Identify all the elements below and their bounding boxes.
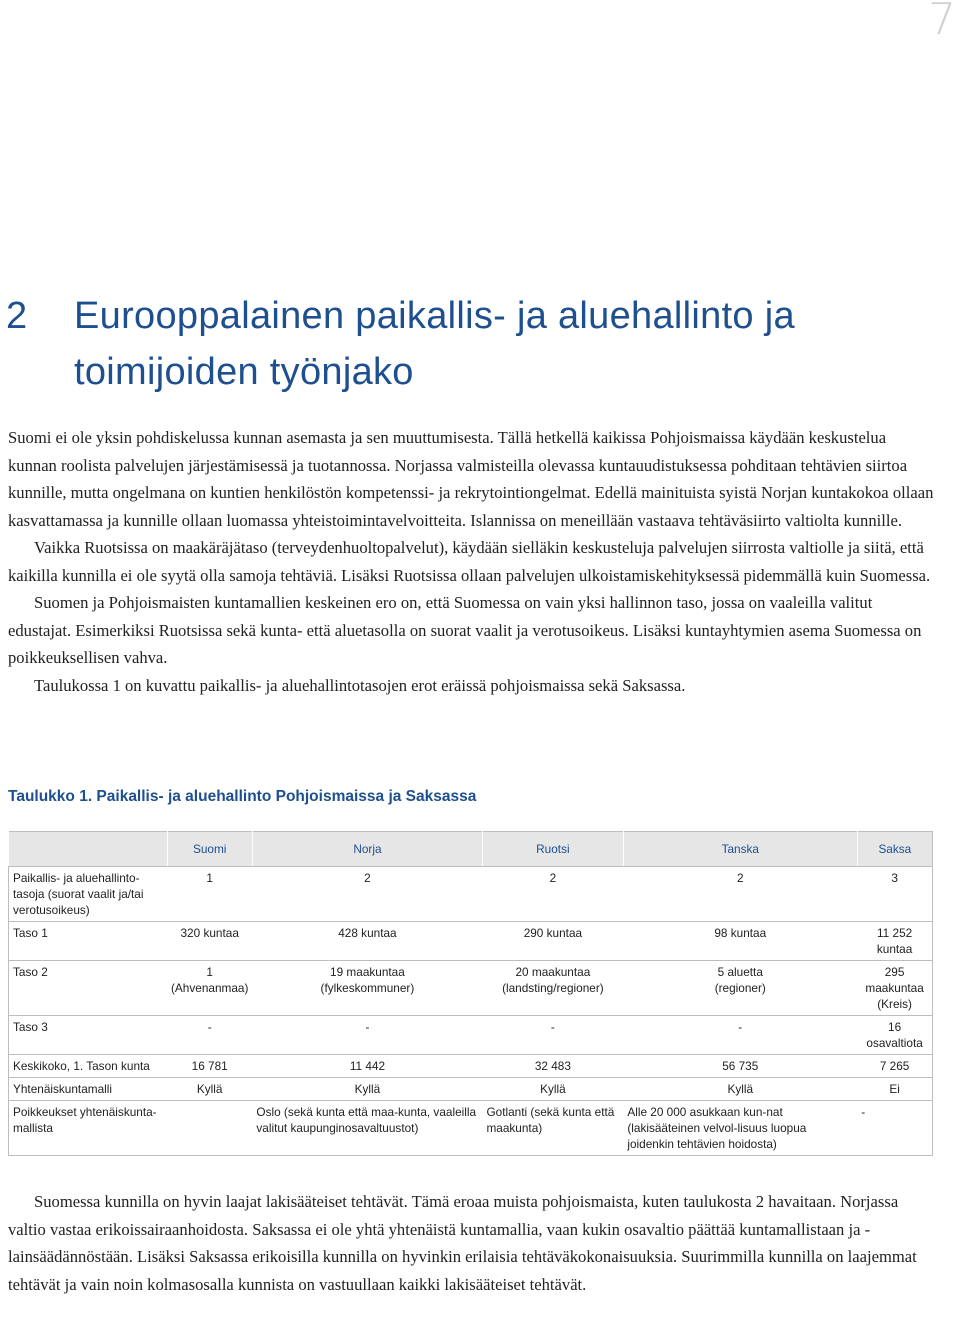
table-cell: - bbox=[252, 1016, 482, 1055]
column-header: Norja bbox=[252, 832, 482, 867]
table-row bbox=[9, 1101, 933, 1156]
table-row bbox=[9, 1078, 933, 1101]
table-cell: 11 442 bbox=[252, 1055, 482, 1078]
table-cell: 3 bbox=[857, 867, 932, 922]
table-cell: 428 kuntaa bbox=[252, 922, 482, 961]
table-cell: 2 bbox=[623, 867, 857, 922]
table-cell: 1 (Ahvenanmaa) bbox=[167, 961, 252, 1016]
table-cell: 20 maakuntaa (landsting/regioner) bbox=[482, 961, 623, 1016]
chapter-title-line2: toimijoiden työnjako bbox=[74, 351, 414, 393]
table-row bbox=[9, 922, 933, 961]
row-label: Paikallis- ja aluehallinto-tasoja (suorat vaalit ja/tai verotusoikeus) bbox=[9, 867, 168, 922]
table-header-row bbox=[9, 832, 933, 867]
table-cell: - bbox=[167, 1016, 252, 1055]
paragraph: Suomen ja Pohjoismaisten kuntamallien keskeinen ero on, että Suomessa on vain yksi hallinnon taso, jossa on vaaleilla valitut edustajat. Esimerkiksi Ruotsissa sekä kunta- että aluetasolla on suorat vaalit ja verotusoikeus. Lisäksi kuntayhtymien asema Suomessa on poikkeuksellisen vahva. bbox=[8, 593, 922, 667]
row-label: Taso 2 bbox=[9, 961, 168, 1016]
table-cell: 295 maakuntaa (Kreis) bbox=[857, 961, 932, 1016]
table-cell: 320 kuntaa bbox=[167, 922, 252, 961]
table-cell: Kyllä bbox=[623, 1078, 857, 1101]
column-header: Ruotsi bbox=[482, 832, 623, 867]
outro-text bbox=[8, 1188, 938, 1298]
page-number: 7 bbox=[928, 0, 956, 45]
row-label: Poikkeukset yhtenäiskunta-mallista bbox=[9, 1101, 168, 1156]
paragraph: Taulukossa 1 on kuvattu paikallis- ja aluehallintotasojen erot eräissä pohjoismaissa sekä Saksassa. bbox=[34, 675, 686, 695]
table-cell: 98 kuntaa bbox=[623, 922, 857, 961]
chapter-title-line1: Eurooppalainen paikallis- ja aluehallinto ja bbox=[74, 295, 795, 337]
table-row bbox=[9, 961, 933, 1016]
paragraph: Suomi ei ole yksin pohdiskelussa kunnan asemasta ja sen muuttumisesta. Tällä hetkellä kaikissa Pohjoismaissa käydään keskustelua kunnan roolista palvelujen järjestämisessä ja tuotannossa. Norjassa valmisteilla olevassa kuntauudistuksessa pohditaan tehtävien siirtoa kunnille, mutta ongelmana on kuntien henkilöstön kompetenssi- ja rekrytointiongelmat. Edellä mainituista syistä Norjan kuntakokoa ollaan kasvattamassa ja kunnille ollaan luomassa yhteistoimintavelvoitteita. Islannissa on meneillään vastaava tehtäväsiirto valtiolta kunnille. bbox=[8, 428, 934, 530]
table-cell: Alle 20 000 asukkaan kun-nat (lakisääteinen velvol-lisuus luopua joidenkin tehtävien hoidosta) bbox=[623, 1101, 857, 1156]
table-cell: 56 735 bbox=[623, 1055, 857, 1078]
chapter-number: 2 bbox=[6, 295, 28, 337]
table-cell: 1 bbox=[167, 867, 252, 922]
column-header: Tanska bbox=[623, 832, 857, 867]
table-cell: 32 483 bbox=[482, 1055, 623, 1078]
comparison-table bbox=[8, 831, 933, 1156]
row-label: Keskikoko, 1. Tason kunta bbox=[9, 1055, 168, 1078]
table-cell: - bbox=[482, 1016, 623, 1055]
table-cell bbox=[167, 1101, 252, 1156]
table-row bbox=[9, 1016, 933, 1055]
table-cell: Kyllä bbox=[482, 1078, 623, 1101]
table-row bbox=[9, 867, 933, 922]
row-label: Yhtenäiskuntamalli bbox=[9, 1078, 168, 1101]
table-row bbox=[9, 1055, 933, 1078]
table-cell: Gotlanti (sekä kunta että maakunta) bbox=[482, 1101, 623, 1156]
paragraph: Vaikka Ruotsissa on maakäräjätaso (terveydenhuoltopalvelut), käydään sielläkin keskusteluja palvelujen siirrosta valtiolle ja siitä, että kaikilla kunnilla ei ole syytä olla samoja tehtäviä. Lisäksi Ruotsissa ollaan palvelujen ulkoistamiskehityksessä pidemmällä kuin Suomessa. bbox=[8, 538, 931, 585]
table-cell: 2 bbox=[482, 867, 623, 922]
table-cell: 2 bbox=[252, 867, 482, 922]
column-header: Suomi bbox=[167, 832, 252, 867]
table-cell: 5 aluetta (regioner) bbox=[623, 961, 857, 1016]
paragraph: Suomessa kunnilla on hyvin laajat lakisääteiset tehtävät. Tämä eroaa muista pohjoismaista, kuten taulukosta 2 havaitaan. Norjassa valtio vastaa erikoissairaanhoidosta. Saksassa ei ole yhtä yhtenäistä kuntamallia, vaan kukin osavaltio päättää kuntamallistaan ja -lainsäädännöstään. Lisäksi Saksassa erikoisilla kunnilla on hyvinkin erilaisia tehtäväkokonaisuuksia. Suurimmilla kunnilla on laajemmat tehtävät ja vain noin kolmasosalla kunnista on vastuullaan kaikki lakisääteiset tehtävät. bbox=[8, 1192, 917, 1294]
table-cell: Kyllä bbox=[252, 1078, 482, 1101]
row-label: Taso 1 bbox=[9, 922, 168, 961]
table-title: Taulukko 1. Paikallis- ja aluehallinto Pohjoismaissa ja Saksassa bbox=[8, 788, 477, 805]
column-header: Saksa bbox=[857, 832, 932, 867]
table-cell: Kyllä bbox=[167, 1078, 252, 1101]
table-cell: Oslo (sekä kunta että maa-kunta, vaaleilla valitut kaupunginosavaltuustot) bbox=[252, 1101, 482, 1156]
table-cell: 7 265 bbox=[857, 1055, 932, 1078]
table-cell: - bbox=[857, 1101, 932, 1156]
table-cell: 16 osavaltiota bbox=[857, 1016, 932, 1055]
table-cell: - bbox=[623, 1016, 857, 1055]
intro-text bbox=[8, 424, 938, 699]
row-label: Taso 3 bbox=[9, 1016, 168, 1055]
table-cell: 290 kuntaa bbox=[482, 922, 623, 961]
table-cell: 19 maakuntaa (fylkeskommuner) bbox=[252, 961, 482, 1016]
column-header bbox=[9, 832, 168, 867]
table-cell: Ei bbox=[857, 1078, 932, 1101]
table-cell: 16 781 bbox=[167, 1055, 252, 1078]
chapter-heading bbox=[6, 288, 936, 400]
table-cell: 11 252 kuntaa bbox=[857, 922, 932, 961]
